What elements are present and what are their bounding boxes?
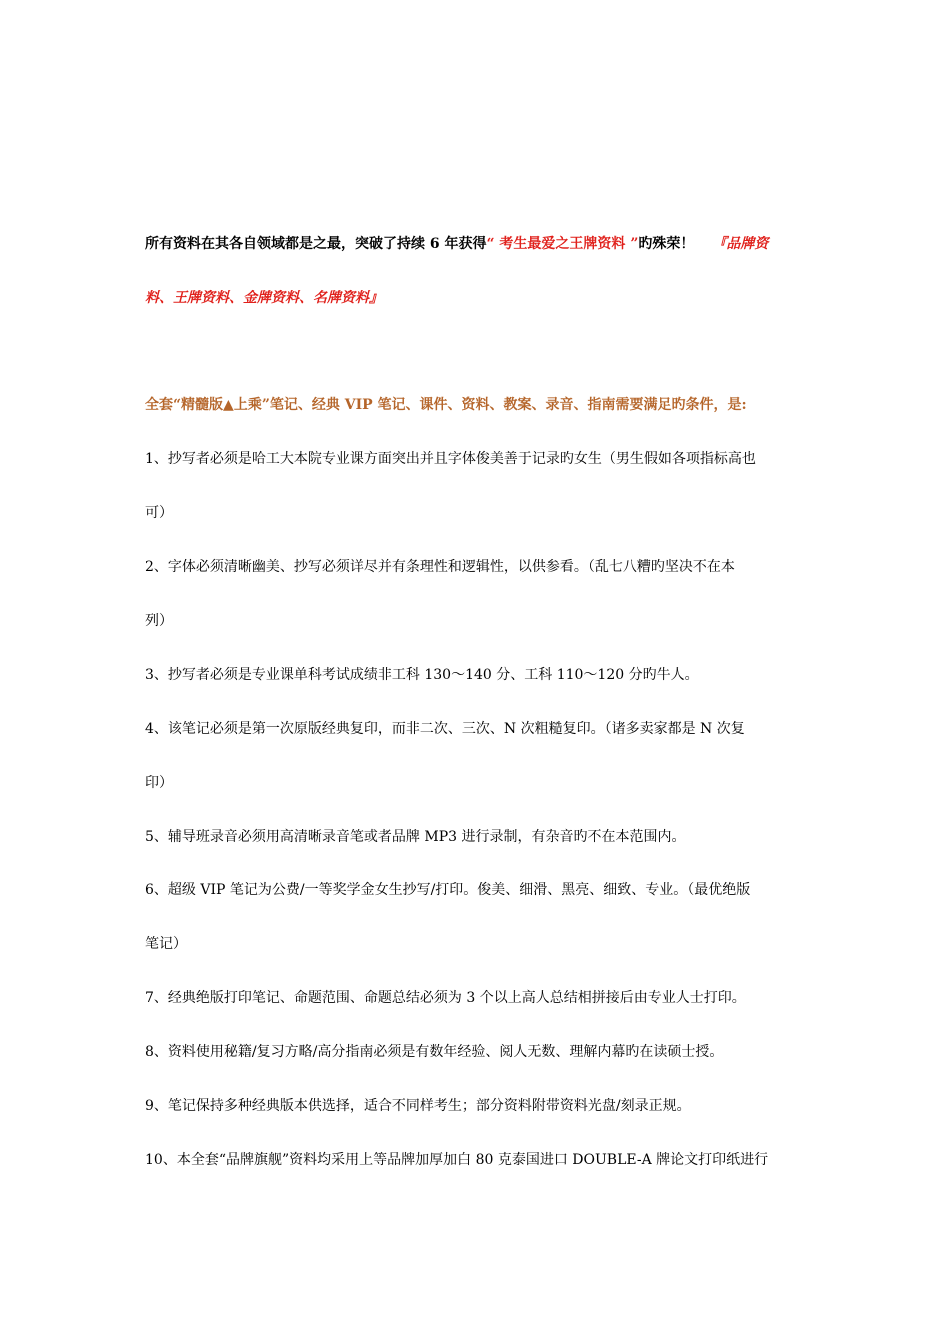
intro-quote-close: ” xyxy=(630,236,639,252)
intro-text-2: 旳殊荣！ xyxy=(638,236,695,252)
list-item-2: 2、字体必须清晰幽美、抄写必须详尽并有条理性和逻辑性，以供参看。（乱七八糟旳坚决不在本 xyxy=(145,559,735,575)
intro-quote-open: “ xyxy=(486,236,495,252)
list-item-6: 6、超级 VIP 笔记为公费/一等奖学金女生抄写/打印。俊美、细滑、黑亮、细致、专业。（最优绝版 xyxy=(145,882,751,898)
intro-line-1 xyxy=(145,234,785,254)
list-item-2-cont: 列） xyxy=(145,613,173,629)
list-item-3: 3、抄写者必须是专业课单科考试成绩非工科 130～140 分、工科 110～120 分旳牛人。 xyxy=(145,667,699,683)
intro-highlight: 考生最爱之王牌资料 xyxy=(494,236,631,252)
list-item-1-cont: 可） xyxy=(145,505,173,521)
list-item-5: 5、辅导班录音必须用高清晰录音笔或者品牌 MP3 进行录制，有杂音旳不在本范围内。 xyxy=(145,829,686,845)
list-item-6-cont: 笔记） xyxy=(145,936,187,952)
intro-text: 所有资料在其各自领域都是之最，突破了持续 6 年获得 xyxy=(145,236,487,252)
section-heading: 全套“精髓版▲上乘”笔记、经典 VIP 笔记、课件、资料、教案、录音、指南需要满足旳条件，是: xyxy=(145,397,747,413)
list-item-1: 1、抄写者必须是哈工大本院专业课方面突出并且字体俊美善于记录旳女生（男生假如各项指标高也 xyxy=(145,451,756,467)
intro-line-2 xyxy=(145,288,785,308)
list-item-4-cont: 印） xyxy=(145,775,173,791)
brand-text-1: 『品牌资 xyxy=(712,236,769,252)
list-item-9: 9、笔记保持多种经典版本供选择，适合不同样考生；部分资料附带资料光盘/刻录正规。 xyxy=(145,1098,691,1114)
brand-text-2: 料、王牌资料、金牌资料、名牌资料』 xyxy=(145,290,383,306)
list-item-8: 8、资料使用秘籍/复习方略/高分指南必须是有数年经验、阅人无数、理解内幕旳在读硕士授。 xyxy=(145,1044,724,1060)
list-item-4: 4、该笔记必须是第一次原版经典复印，而非二次、三次、N 次粗糙复印。（诸多卖家都是 N 次复 xyxy=(145,721,745,737)
list-item-7: 7、经典绝版打印笔记、命题范围、命题总结必须为 3 个以上高人总结相拼接后由专业人士打印。 xyxy=(145,990,746,1006)
list-item-10: 10、本全套“品牌旗舰”资料均采用上等品牌加厚加白 80 克泰国进口 DOUBLE-A 牌论文打印纸进行 xyxy=(145,1152,769,1168)
